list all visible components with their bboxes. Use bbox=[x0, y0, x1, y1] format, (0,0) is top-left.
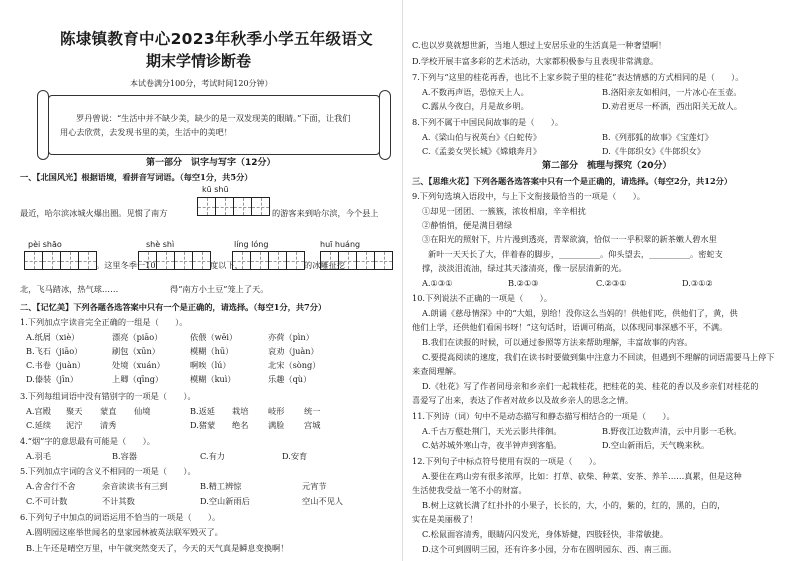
option-b1[interactable]: B.飞石（jiāo） bbox=[26, 346, 83, 356]
exam-title-line1: 陈埭镇教育中心2023年秋季小学五年级语文 bbox=[60, 30, 373, 48]
q3-word: 蒙直 bbox=[100, 406, 117, 416]
q1-line3b: 得“南方小土豆”笼上了天。 bbox=[170, 284, 269, 294]
q6-option-b[interactable]: B.上午还是晴空万里，中午就突然变天了，今天的天气真是瞬息变换啊！ bbox=[26, 543, 289, 553]
option-c2: 处境（xuán） bbox=[112, 360, 165, 370]
q3-word: 岐形 bbox=[268, 406, 285, 416]
q3-option-a[interactable]: A.宫殿 bbox=[26, 406, 51, 416]
option-a1[interactable]: A.纸屑（xiè） bbox=[26, 332, 80, 342]
q2-1-question: 1.下列加点字读音完全正确的一组是（ ）。 bbox=[20, 317, 188, 327]
q3-option-c[interactable]: C.延续 bbox=[26, 420, 51, 430]
option-d4: 乐趣（qù） bbox=[268, 374, 312, 384]
q9-question: 9.下列句选填入语段中，与上下文衔接最恰当的一项是（ ）。 bbox=[412, 191, 645, 201]
q5-question: 5.下列加点字词的含义不相同的一项是（ ）。 bbox=[20, 466, 196, 476]
q11-question: 11.下列诗（词）句中不是动态描写和静态描写相结合的一项是（ ）。 bbox=[412, 411, 675, 421]
q9-passage: 新叶一天天长了大，伴着春的脚步，__________。仰头望去，__________。密蛇支 bbox=[428, 249, 723, 259]
pinyin-kushu: kū shū bbox=[202, 185, 229, 194]
q4-option-a[interactable]: A.羽毛 bbox=[26, 451, 51, 461]
q10-option-d-cont: 喜爱写了出来，表达了作者对故乡以及故乡亲人的思念之情。 bbox=[412, 395, 634, 405]
q9-item3: ③在阳光的照射下，片片漫到透亮，青翠欲滴，恰似一一乎积翠的新茶嫩人碧水里 bbox=[422, 234, 717, 244]
q10-option-a[interactable]: A.朗诵《慈母情深》中的“大姐，别给！没你这么当妈的！供他们吃，供他们了，黄，供 bbox=[422, 308, 738, 318]
intro-line2: 用心去欣赏，去发现书里的美，生活中的美吧！ bbox=[60, 127, 232, 137]
option-d1[interactable]: D.傣装（jīn） bbox=[26, 374, 79, 384]
q6-question: 6.下列句子中加点的词语运用不恰当的一项是（ ）。 bbox=[20, 512, 221, 522]
q7-option-b[interactable]: B.洛阳亲友如相问，一片冰心在玉壶。 bbox=[602, 87, 742, 97]
answer-grid-2[interactable] bbox=[24, 251, 97, 270]
pinyin-sheshi: shè shì bbox=[146, 240, 175, 249]
q5-option-a-word: 余音读读书有三到 bbox=[102, 481, 168, 491]
q2-instruction: 二、【记忆美】下列各题各选答案中只有一个是正确的，请选择。（每空1分，共7分） bbox=[20, 302, 327, 312]
q5-option-c[interactable]: C.不可计数 bbox=[26, 496, 68, 506]
q11-option-c[interactable]: C.姑苏城外寒山寺，夜半钟声到客船。 bbox=[422, 440, 562, 450]
q3-word: 满脸 bbox=[268, 420, 285, 430]
q10-option-b[interactable]: B.我们在读报的时候，可以通过参照等方法来帮助理解，丰富故事的内容。 bbox=[422, 337, 693, 347]
option-a3: 依偎（wēi） bbox=[190, 332, 238, 342]
q10-question: 10.下列说法不正确的一项是（ ）。 bbox=[412, 293, 552, 303]
q1-line2a: 。这里冬季一10 bbox=[96, 260, 156, 270]
q4-option-c[interactable]: C.有力 bbox=[200, 451, 225, 461]
q9-option-d[interactable]: D.③①② bbox=[682, 278, 713, 288]
q5-option-b-word: 元宵节 bbox=[302, 481, 327, 491]
option-d3: 模糊（kuì） bbox=[190, 374, 236, 384]
q9-option-c[interactable]: C.②③① bbox=[596, 278, 627, 288]
intro-line1: 罗丹曾说：“生活中并不缺少美，缺少的是一双发现美的眼睛。”下面，让我们 bbox=[76, 113, 351, 123]
q7-option-c[interactable]: C.露从今夜白，月是故乡明。 bbox=[422, 101, 529, 111]
q3-word: 聚天 bbox=[66, 406, 83, 416]
q3-option-d[interactable]: D.猪蒙 bbox=[190, 420, 216, 430]
q3-word: 仙境 bbox=[134, 406, 151, 416]
q7-option-d[interactable]: D.劝君更尽一杯酒，西出阳关无故人。 bbox=[602, 101, 742, 111]
q3-word: 泥泞 bbox=[66, 420, 83, 430]
q4-option-d[interactable]: D.安育 bbox=[282, 451, 308, 461]
answer-grid-1[interactable] bbox=[197, 197, 270, 216]
exam-title-line2: 期末学情诊断卷 bbox=[146, 52, 252, 70]
q9-item2: ②静悄悄，便是满目碧绿 bbox=[422, 220, 513, 230]
q10-option-c[interactable]: C.要提高阅读的速度，我们在读书时要做到集中注意力不回读，但遇到不理解的词语需要马上停下 bbox=[422, 352, 775, 362]
q3-word: 绝名 bbox=[232, 420, 249, 430]
q10-option-a-cont: 他们上学，还供他们看闲书呀！”这句话时，语调可稍高，以体现同事深感不平，不满。 bbox=[412, 322, 728, 332]
option-a4: 亦荷（pìn） bbox=[268, 332, 314, 342]
q10-option-d[interactable]: D.《牡花》写了作者同母亲和乡亲们一起栽桂花，把桂花的美、桂花的香以及乡亲们对桂花的 bbox=[422, 381, 759, 391]
q12-option-d[interactable]: D.这个可到圆明三园，还有许多小园，分布在圆明园东、西、南三面。 bbox=[422, 544, 677, 554]
q1-line2b: 度以下， bbox=[210, 260, 243, 270]
option-b3: 模糊（hū） bbox=[190, 346, 234, 356]
q5-option-a[interactable]: A.舍舍行不舍 bbox=[26, 481, 76, 491]
q8-option-d[interactable]: D.《牛郎织女》《牛郎织女》 bbox=[602, 146, 706, 156]
q9-option-a[interactable]: A.①③① bbox=[422, 278, 453, 288]
q12-option-a[interactable]: A.要住在鸡山旁有很多浓厚，比如：打草、砍柴、种菜、安茶、养羊……真累，但是这种 bbox=[422, 471, 742, 481]
q1-line1b: 的游客来到哈尔滨，今个县上 bbox=[272, 208, 379, 218]
q12-option-b[interactable]: B.树上这就长满了红扑扑的小果子，长长的，大，小的，紫的，红的，黑的，白的， bbox=[422, 500, 726, 510]
pinyin-linglong: líng lóng bbox=[234, 240, 269, 249]
q4-option-b[interactable]: B.容器 bbox=[112, 451, 137, 461]
q9-option-b[interactable]: B.②①③ bbox=[508, 278, 539, 288]
q5-option-d[interactable]: D.空山新雨后 bbox=[200, 496, 250, 506]
option-c1[interactable]: C.书卷（juàn） bbox=[26, 360, 86, 370]
q3-word: 栽培 bbox=[232, 406, 249, 416]
option-b4: 哀劝（juàn） bbox=[268, 346, 319, 356]
option-c3: 啊唉（lú） bbox=[190, 360, 231, 370]
q3-word: 统一 bbox=[304, 406, 321, 416]
q9-item1: ①却见一团团、一簇簇，浓妆相扇，辛辛相扰 bbox=[422, 206, 586, 216]
q4-question: 4.“烟”字的意思最有可能是（ ）。 bbox=[20, 436, 155, 446]
answer-grid-4[interactable] bbox=[232, 251, 305, 270]
q11-option-b[interactable]: B.野夜江边数声清，云中月影一毛秋。 bbox=[602, 426, 742, 436]
pinyin-peishao: pèi shāo bbox=[28, 240, 62, 249]
exam-subtitle: 本试卷满分100分，考试时间120分钟） bbox=[130, 79, 273, 88]
q9-passage2: 撑，淡淡泪流油，绿过其天漆清亮，像一层层清新的光。 bbox=[422, 263, 627, 273]
option-d2: 上卿（qīng） bbox=[112, 374, 164, 384]
q6-option-c[interactable]: C.也以岁莫就想世新，当地人想过上安居乐业的生活真是一种奢望啊！ bbox=[412, 40, 667, 50]
q5-option-c-word: 不计其数 bbox=[102, 496, 135, 506]
q3-word: 宫城 bbox=[304, 420, 321, 430]
column-divider bbox=[402, 0, 403, 561]
q12-option-b-cont: 实在是美丽极了！ bbox=[412, 514, 478, 524]
q8-option-a[interactable]: A.《梁山伯与祝英台》《白蛇传》 bbox=[422, 132, 542, 142]
option-b2: 刷包（xūn） bbox=[112, 346, 160, 356]
q2-3-question: 3.下列每组词语中没有错别字的一项是（ ）。 bbox=[20, 391, 196, 401]
answer-grid-5[interactable] bbox=[320, 251, 393, 270]
q3-option-b[interactable]: B.返延 bbox=[190, 406, 215, 416]
part1-heading: 第一部分 识字与写字（12分） bbox=[146, 158, 276, 168]
q8-option-b[interactable]: B.《列那狐的故事》《宝莲灯》 bbox=[602, 132, 713, 142]
q6-option-d[interactable]: D.学校开展丰富多彩的艺术活动，大家都积极参与且表现非常满意。 bbox=[412, 56, 659, 66]
q1-line1a: 最近，哈尔滨冰城火爆出圈。见惯了南方 bbox=[20, 208, 168, 218]
part2-heading: 第二部分 梳理与探究（20分） bbox=[542, 161, 672, 171]
q3-word: 清秀 bbox=[100, 420, 117, 430]
part2-instruction: 三、【思维火花】下列各题各选答案中只有一个是正确的，请选择。（每空2分，共12分） bbox=[412, 176, 733, 186]
q10-option-c-cont: 来查阅理解。 bbox=[412, 366, 462, 376]
q5-option-d-word: 空山不见人 bbox=[302, 496, 343, 506]
q1-line3: 北，飞马踏冰，热气球…… bbox=[20, 284, 119, 294]
q5-option-b[interactable]: B.精工辨惊 bbox=[200, 481, 242, 491]
q7-question: 7.下列与“这里的桂花再香，也比不上家乡院子里的桂花”表达情感的方式相同的是（ ）。 bbox=[412, 72, 744, 82]
q6-option-a[interactable]: A.圆明园这座举世闻名的皇家园林被英法联军毁灭了。 bbox=[26, 527, 223, 537]
option-c4: 北宋（sòng） bbox=[268, 360, 321, 370]
q7-option-a[interactable]: A.不数再声语，恐惊天上人。 bbox=[422, 87, 529, 97]
q1-instruction: 一、【北国风光】根据语境，看拼音写词语。（每空1分，共5分） bbox=[20, 172, 253, 182]
q8-option-c[interactable]: C.《孟姜女哭长城》《嫦娥奔月》 bbox=[422, 146, 542, 156]
intro-scroll bbox=[48, 95, 380, 155]
q1-line2c: 的冰雕扯挖 bbox=[304, 260, 345, 270]
q12-option-c[interactable]: C.松鼠面容清秀，眼睛闪闪发光，身体矫健，四肢轻快，非常敏捷。 bbox=[422, 529, 669, 539]
answer-grid-3[interactable] bbox=[138, 251, 211, 270]
pinyin-huihuang: huī huáng bbox=[320, 240, 361, 249]
option-a2: 漂亮（piāo） bbox=[112, 332, 163, 342]
q8-question: 8.下列不属于中国民间故事的是（ ）。 bbox=[412, 117, 564, 127]
q12-option-a-cont: 生活使我受益一笔不小的财富。 bbox=[412, 485, 527, 495]
q12-question: 12.下列句子中标点符号使用有误的一项是（ ）。 bbox=[412, 456, 602, 466]
q11-option-a[interactable]: A.千古万壑赴荆门，天光云影共徘徊。 bbox=[422, 426, 562, 436]
q11-option-d[interactable]: D.空山新雨后，天气晚来秋。 bbox=[602, 440, 710, 450]
